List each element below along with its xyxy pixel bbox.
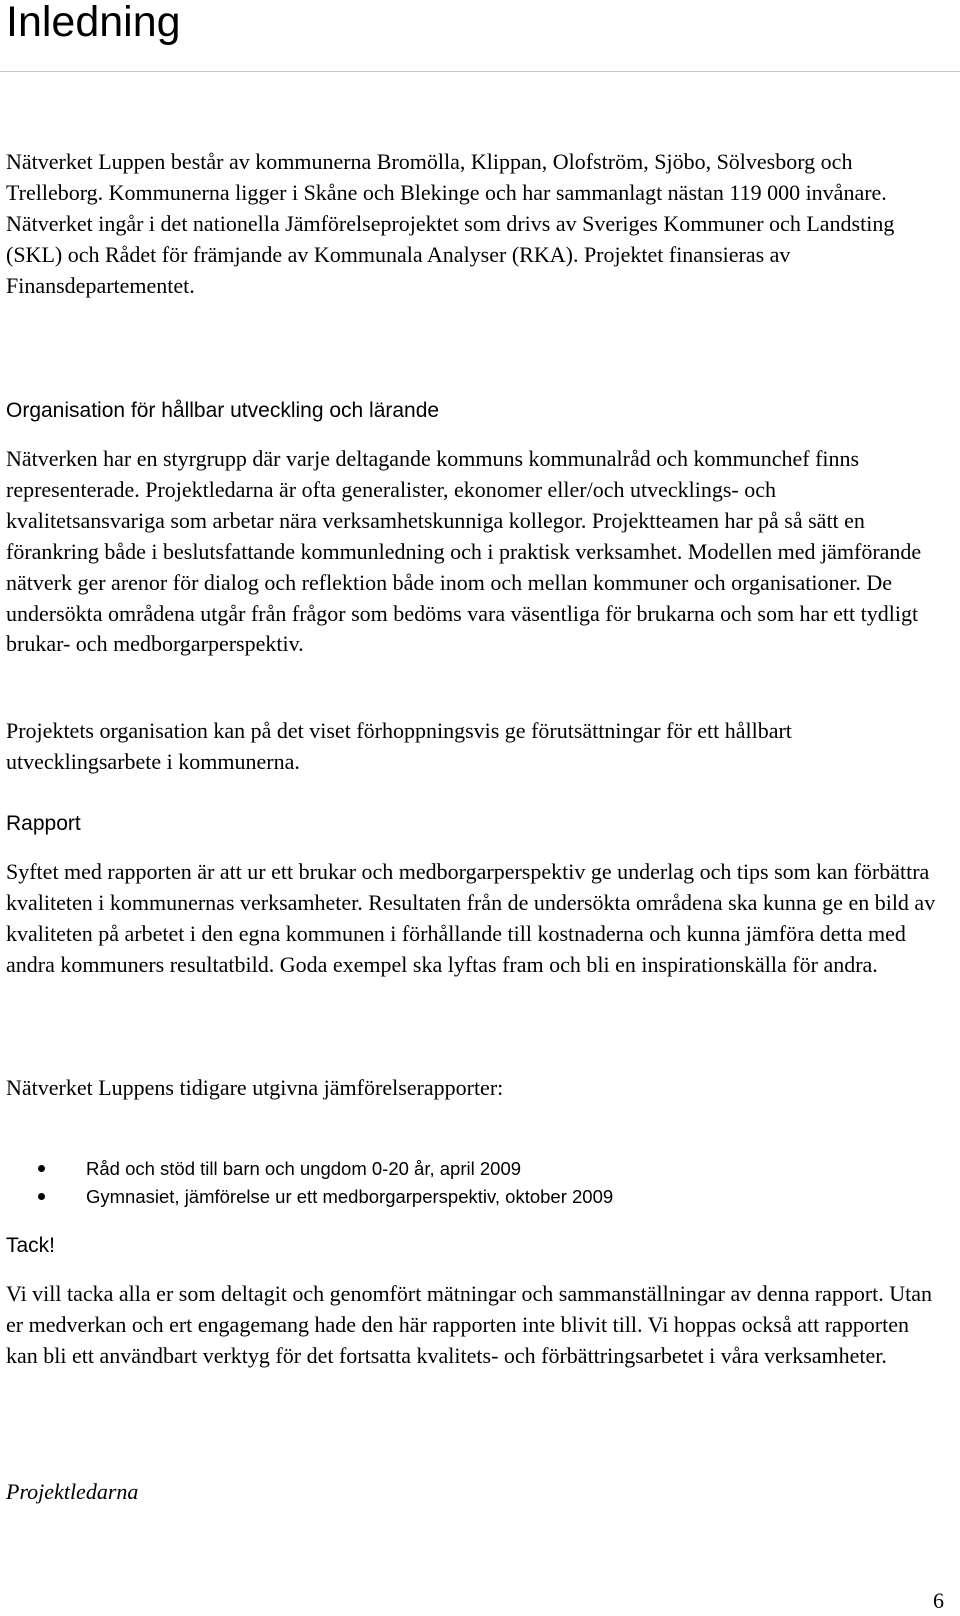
organisation-paragraph: Nätverken har en styrgrupp där varje deltagande kommuns kommunalråd och kommunchef finns representerade. Projektledarna är ofta generalister, ekonomer eller/och utvecklings- och kvalitetsansvariga som arbetar nära verksamhetskunniga kollegor. Projektteamen har på så sätt en förankring både i beslutsfattande kommunledning och i praktisk verksamhet. Modellen med jämförande nätverk ger arenor för dialog och reflektion både inom och mellan kommuner och organisationer. De undersökta områdena utgår från frågor som bedöms vara väsentliga för brukarna och som har ett tydligt brukar- och medborgarperspektiv. bbox=[6, 446, 922, 657]
intro-paragraph: Nätverket Luppen består av kommunerna Bromölla, Klippan, Olofström, Sjöbo, Sölvesborg och Trelleborg. Kommunerna ligger i Skåne och Blekinge och har sammanlagt nästan 119 000 invånare. Nätverket ingår i det nationella Jämförelseprojektet som drivs av Sveriges Kommuner och Landsting (SKL) och Rådet för främjande av Kommunala Analyser (RKA). Projektet finansieras av Finansdepartementet. bbox=[6, 149, 895, 298]
list-item bbox=[0, 1155, 613, 1183]
list-item bbox=[0, 1183, 613, 1211]
organisation-conclusion-paragraph: Projektets organisation kan på det viset förhoppningsvis ge förutsättningar för ett hållbart utvecklingsarbete i kommunerna. bbox=[6, 718, 792, 774]
page-title: Inledning bbox=[6, 0, 181, 46]
list-item-label: Råd och stöd till barn och ungdom 0-20 år, april 2009 bbox=[86, 1158, 522, 1179]
rapport-paragraph: Syftet med rapporten är att ur ett brukar och medborgarperspektiv ge underlag och tips som kan förbättra kvaliteten i kommunernas verksamheter. Resultaten från de undersökta områdena ska kunna ge en bild av kvaliteten på arbetet i den egna kommunen i förhållande till kostnaderna och kunna jämföra detta med andra kommuners resultatbild. Goda exempel ska lyftas fram och bli en inspirationskälla för andra. bbox=[6, 859, 936, 977]
page-number: 6 bbox=[933, 1588, 944, 1613]
bullet-icon bbox=[38, 1193, 45, 1200]
section-heading-rapport: Rapport bbox=[6, 812, 81, 835]
signature: Projektledarna bbox=[6, 1479, 139, 1504]
section-heading-organisation: Organisation för hållbar utveckling och lärande bbox=[6, 399, 440, 422]
bullet-icon bbox=[38, 1165, 45, 1172]
previous-reports-intro: Nätverket Luppens tidigare utgivna jämförelserapporter: bbox=[6, 1075, 504, 1100]
thanks-paragraph: Vi vill tacka alla er som deltagit och genomfört mätningar och sammanställningar av denna rapport. Utan er medverkan och ert engagemang hade den här rapporten inte blivit till. Vi hoppas också att rapporten kan bli ett användbart verktyg för det fortsatta kvalitets- och förbättringsarbetet i våra verksamheter. bbox=[6, 1281, 933, 1368]
section-heading-tack: Tack! bbox=[6, 1234, 56, 1257]
title-divider bbox=[0, 71, 960, 72]
list-item-label: Gymnasiet, jämförelse ur ett medborgarperspektiv, oktober 2009 bbox=[86, 1185, 614, 1207]
previous-reports-list bbox=[0, 1155, 613, 1210]
